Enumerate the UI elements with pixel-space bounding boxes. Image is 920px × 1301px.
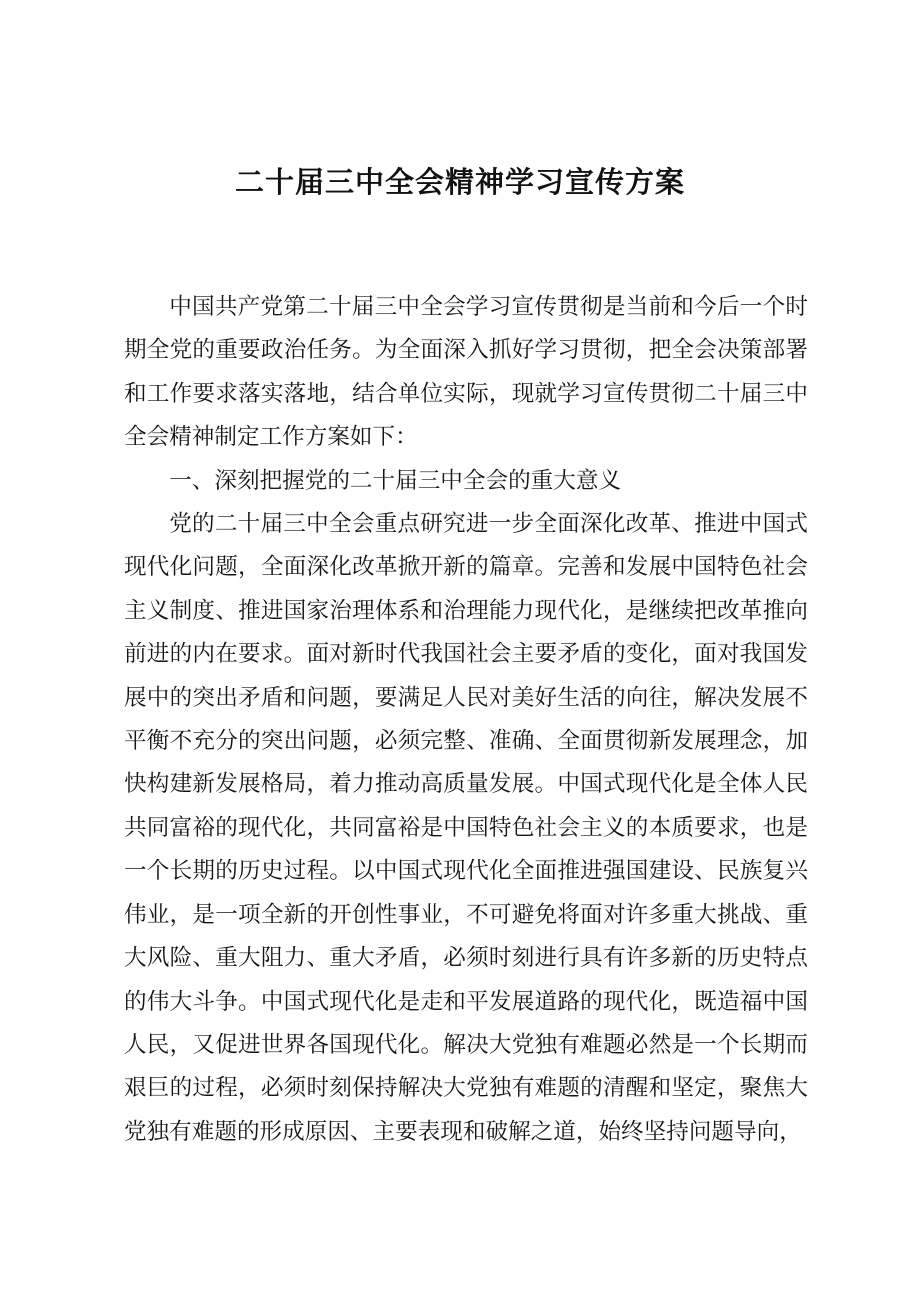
document-body bbox=[124, 286, 808, 1154]
intro-paragraph: 中国共产党第二十届三中全会学习宣传贯彻是当前和今后一个时期全党的重要政治任务。为全面深入抓好学习贯彻，把全会决策部署和工作要求落实落地，结合单位实际，现就学习宣传贯彻二十届三中全会精神制定工作方案如下： bbox=[124, 294, 808, 451]
body-paragraph: 党的二十届三中全会重点研究进一步全面深化改革、推进中国式现代化问题，全面深化改革掀开新的篇章。完善和发展中国特色社会主义制度、推进国家治理体系和治理能力现代化，是继续把改革推向前进的内在要求。面对新时代我国社会主要矛盾的变化，面对我国发展中的突出矛盾和问题，要满足人民对美好生活的向往，解决发展不平衡不充分的突出问题，必须完整、准确、全面贯彻新发展理念，加快构建新发展格局，着力推动高质量发展。中国式现代化是全体人民共同富裕的现代化，共同富裕是中国特色社会主义的本质要求，也是一个长期的历史过程。以中国式现代化全面推进强国建设、民族复兴伟业，是一项全新的开创性事业，不可避免将面对许多重大挑战、重大风险、重大阻力、重大矛盾，必须时刻进行具有许多新的历史特点的伟大斗争。中国式现代化是走和平发展道路的现代化，既造福中国人民，又促进世界各国现代化。解决大党独有难题必然是一个长期而艰巨的过程，必须时刻保持解决大党独有难题的清醒和坚定，聚焦大党独有难题的形成原因、主要表现和破解之道，始终坚持问题导向， bbox=[124, 511, 808, 1145]
section-heading: 一、深刻把握党的二十届三中全会的重大意义 bbox=[169, 467, 622, 494]
document-title: 二十届三中全会精神学习宣传方案 bbox=[234, 165, 685, 199]
